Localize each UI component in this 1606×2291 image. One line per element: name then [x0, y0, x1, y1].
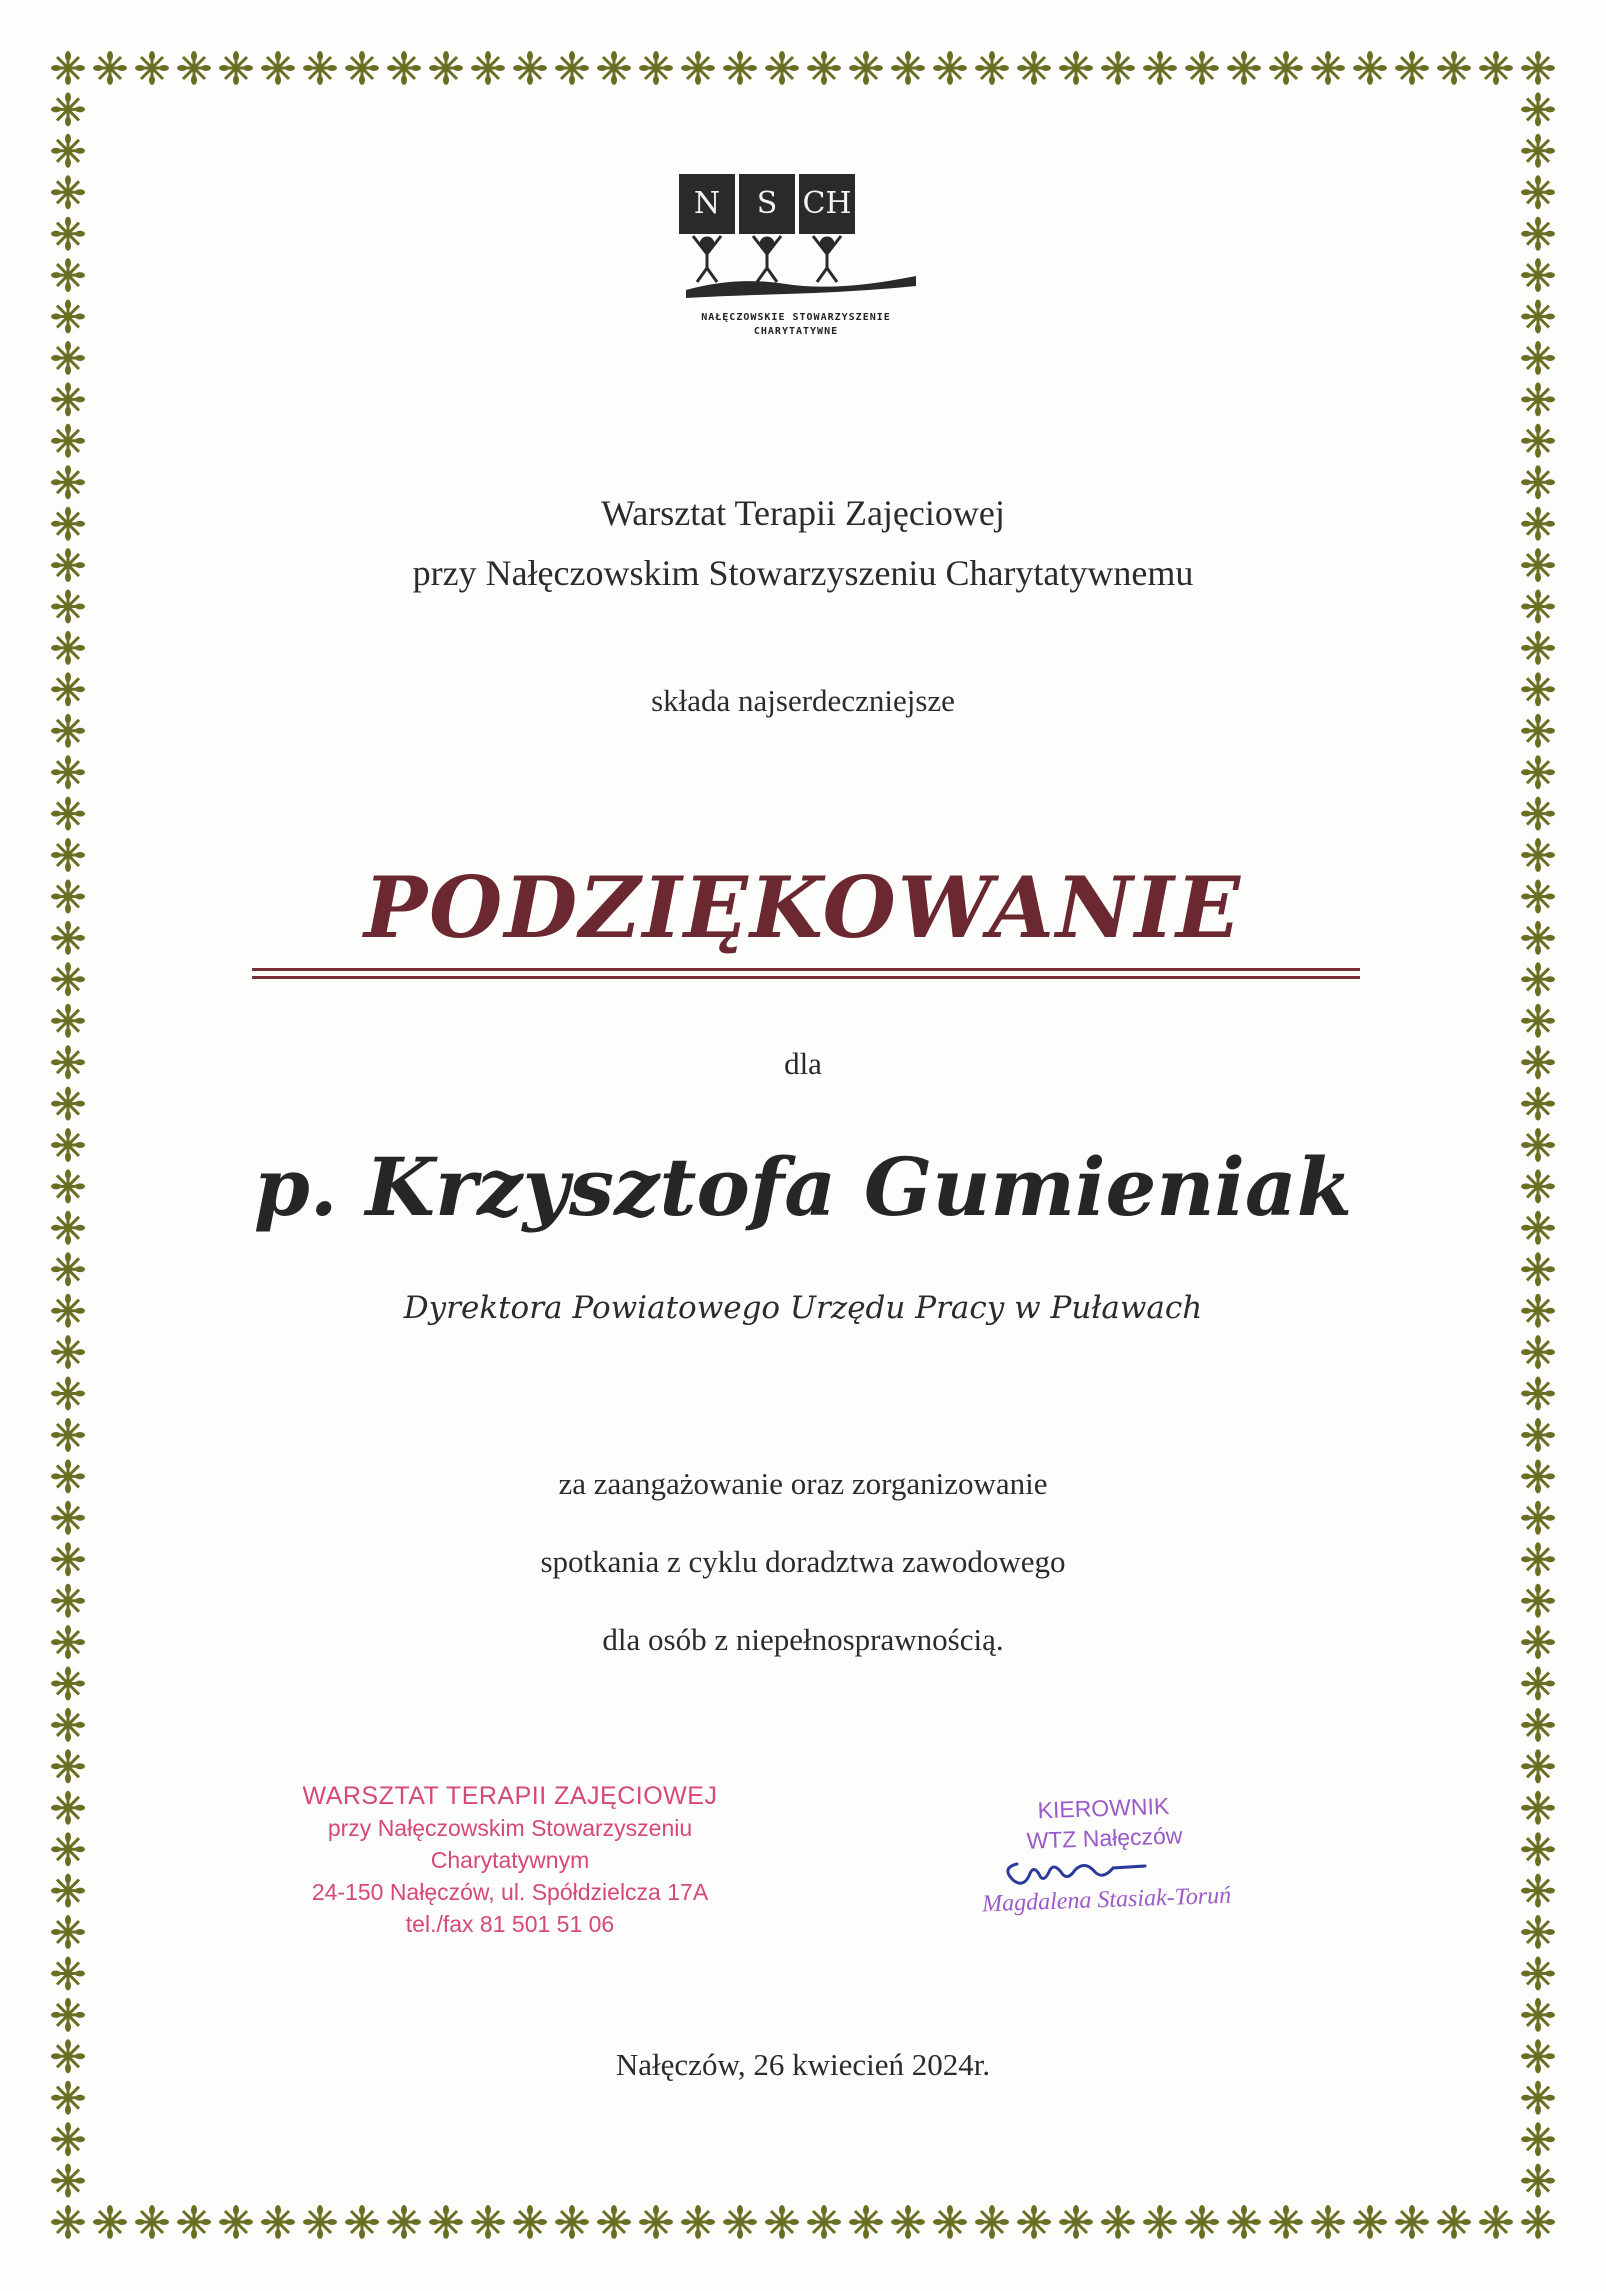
border-flower-icon: [891, 51, 925, 85]
border-flower-icon: [51, 51, 85, 85]
border-flower-icon: [51, 2205, 85, 2239]
stamp-left-line1: WARSZTAT TERAPII ZAJĘCIOWEJ: [302, 1782, 718, 1810]
border-flower-icon: [1521, 755, 1555, 789]
border-flower-icon: [51, 424, 85, 458]
border-flower-icon: [1521, 1667, 1555, 1701]
border-flower-icon: [219, 2205, 253, 2239]
border-flower-icon: [135, 2205, 169, 2239]
border-flower-icon: [387, 2205, 421, 2239]
border-flower-icon: [1479, 51, 1513, 85]
border-flower-icon: [51, 962, 85, 996]
border-flower-icon: [51, 1874, 85, 1908]
border-flower-icon: [51, 2164, 85, 2198]
header-line2: przy Nałęczowskim Stowarzyszeniu Charytatywnemu: [412, 553, 1194, 593]
border-flower-icon: [975, 51, 1009, 85]
place-date: Nałęczów, 26 kwiecień 2024r.: [615, 2047, 991, 2082]
border-flower-icon: [303, 2205, 337, 2239]
border-flower-icon: [51, 1087, 85, 1121]
border-flower-icon: [1017, 2205, 1051, 2239]
border-flower-icon: [1521, 1915, 1555, 1949]
border-flower-icon: [51, 92, 85, 126]
logo-letter-ch: CH: [799, 174, 855, 234]
border-flower-icon: [807, 2205, 841, 2239]
border-flower-icon: [1521, 300, 1555, 334]
border-flower-icon: [1227, 2205, 1261, 2239]
border-flower-icon: [1521, 1874, 1555, 1908]
border-flower-icon: [1521, 92, 1555, 126]
border-flower-icon: [513, 2205, 547, 2239]
border-flower-icon: [51, 1832, 85, 1866]
border-flower-icon: [51, 1584, 85, 1618]
border-flower-icon: [1521, 2164, 1555, 2198]
border-flower-icon: [1521, 424, 1555, 458]
border-flower-icon: [51, 217, 85, 251]
border-flower-icon: [135, 51, 169, 85]
body-line2: spotkania z cyklu doradztwa zawodowego: [540, 1544, 1066, 1579]
border-flower-icon: [555, 51, 589, 85]
border-flower-icon: [51, 1791, 85, 1825]
border-flower-icon: [51, 631, 85, 665]
border-flower-icon: [1185, 51, 1219, 85]
border-flower-icon: [1521, 590, 1555, 624]
border-flower-icon: [51, 590, 85, 624]
border-flower-icon: [1521, 2081, 1555, 2115]
border-flower-icon: [597, 51, 631, 85]
border-flower-icon: [1395, 51, 1429, 85]
border-flower-icon: [555, 2205, 589, 2239]
border-flower-icon: [1521, 1708, 1555, 1742]
border-flower-icon: [51, 1335, 85, 1369]
body-line3: dla osób z niepełnosprawnością.: [602, 1622, 1004, 1657]
border-flower-icon: [51, 1004, 85, 1038]
border-flower-icon: [1101, 51, 1135, 85]
border-flower-icon: [51, 382, 85, 416]
organization-logo: [676, 174, 916, 344]
logo-letter-s: S: [739, 174, 795, 234]
border-flower-icon: [975, 2205, 1009, 2239]
border-flower-icon: [933, 51, 967, 85]
border-flower-icon: [1521, 1791, 1555, 1825]
border-flower-icon: [51, 1957, 85, 1991]
border-flower-icon: [1521, 258, 1555, 292]
border-flower-icon: [51, 300, 85, 334]
border-flower-icon: [51, 1915, 85, 1949]
border-flower-icon: [723, 51, 757, 85]
border-flower-icon: [51, 175, 85, 209]
border-flower-icon: [51, 1998, 85, 2032]
border-flower-icon: [639, 51, 673, 85]
border-flower-icon: [303, 51, 337, 85]
border-flower-icon: [51, 1501, 85, 1535]
border-flower-icon: [1185, 2205, 1219, 2239]
border-flower-icon: [1521, 51, 1555, 85]
border-flower-icon: [1521, 1335, 1555, 1369]
border-flower-icon: [1521, 1749, 1555, 1783]
border-flower-icon: [471, 51, 505, 85]
border-flower-icon: [1437, 2205, 1471, 2239]
border-flower-icon: [51, 341, 85, 375]
border-flower-icon: [849, 2205, 883, 2239]
border-flower-icon: [1521, 1377, 1555, 1411]
border-flower-icon: [1521, 797, 1555, 831]
border-flower-icon: [1353, 51, 1387, 85]
border-flower-icon: [51, 134, 85, 168]
border-flower-icon: [1017, 51, 1051, 85]
border-flower-icon: [387, 51, 421, 85]
border-flower-icon: [1521, 631, 1555, 665]
logo-caption-line1: NAŁĘCZOWSKIE STOWARZYSZENIE: [701, 312, 891, 323]
border-flower-icon: [345, 2205, 379, 2239]
border-flower-icon: [1521, 1957, 1555, 1991]
border-flower-icon: [765, 51, 799, 85]
stamp-right-line1: KIEROWNIK: [1037, 1792, 1170, 1824]
border-flower-icon: [513, 51, 547, 85]
border-flower-icon: [93, 2205, 127, 2239]
recipient-role: Dyrektora Powiatowego Urzędu Pracy w Puławach: [403, 1290, 1203, 1326]
border-flower-icon: [1521, 1998, 1555, 2032]
border-flower-icon: [1437, 51, 1471, 85]
logo-figures-icon: [676, 232, 916, 302]
stamp-left-line2: przy Nałęczowskim Stowarzyszeniu: [327, 1815, 693, 1841]
border-flower-icon: [1521, 382, 1555, 416]
border-flower-icon: [765, 2205, 799, 2239]
border-flower-icon: [681, 51, 715, 85]
body-line1: za zaangażowanie oraz zorganizowanie: [558, 1466, 1048, 1501]
border-flower-icon: [891, 2205, 925, 2239]
stamp-left-line3: Charytatywnym: [430, 1847, 590, 1873]
border-flower-icon: [429, 51, 463, 85]
title-underline-bottom: [252, 976, 1360, 979]
organization-stamp: [300, 1780, 720, 1940]
border-flower-icon: [1353, 2205, 1387, 2239]
border-flower-icon: [345, 51, 379, 85]
for-label: dla: [784, 1046, 822, 1081]
intro-text: składa najserdeczniejsze: [651, 683, 955, 718]
border-flower-icon: [51, 1749, 85, 1783]
border-flower-icon: [1521, 175, 1555, 209]
border-flower-icon: [1269, 2205, 1303, 2239]
border-flower-icon: [1521, 1418, 1555, 1452]
stamp-left-line5: tel./fax 81 501 51 06: [405, 1911, 615, 1937]
border-flower-icon: [1521, 217, 1555, 251]
border-flower-icon: [429, 2205, 463, 2239]
border-flower-icon: [1311, 51, 1345, 85]
border-flower-icon: [93, 51, 127, 85]
title-underline-top: [252, 968, 1360, 971]
border-flower-icon: [51, 2122, 85, 2156]
recipient-name: p. Krzysztofa Gumieniak: [253, 1140, 1353, 1234]
border-flower-icon: [807, 51, 841, 85]
border-flower-icon: [1395, 2205, 1429, 2239]
border-flower-icon: [1101, 2205, 1135, 2239]
logo-letter-n: N: [679, 174, 735, 234]
border-flower-icon: [1521, 341, 1555, 375]
handwritten-signature: [995, 1850, 1155, 1900]
stamp-left-line4: 24-150 Nałęczów, ul. Spółdzielcza 17A: [311, 1879, 709, 1905]
border-flower-icon: [1521, 1832, 1555, 1866]
border-flower-icon: [219, 51, 253, 85]
border-flower-icon: [261, 2205, 295, 2239]
border-flower-icon: [177, 2205, 211, 2239]
border-flower-icon: [1521, 1004, 1555, 1038]
border-flower-icon: [1269, 51, 1303, 85]
border-flower-icon: [1479, 2205, 1513, 2239]
border-flower-icon: [933, 2205, 967, 2239]
header-line1: Warsztat Terapii Zajęciowej: [601, 493, 1005, 533]
border-flower-icon: [51, 1252, 85, 1286]
border-flower-icon: [681, 2205, 715, 2239]
border-flower-icon: [723, 2205, 757, 2239]
border-flower-icon: [1143, 51, 1177, 85]
border-flower-icon: [1521, 1501, 1555, 1535]
border-flower-icon: [849, 51, 883, 85]
border-flower-icon: [1521, 134, 1555, 168]
border-flower-icon: [51, 258, 85, 292]
border-flower-icon: [1521, 2122, 1555, 2156]
border-flower-icon: [177, 51, 211, 85]
border-flower-icon: [1521, 1087, 1555, 1121]
border-flower-icon: [1521, 2205, 1555, 2239]
border-flower-icon: [1143, 2205, 1177, 2239]
border-flower-icon: [1521, 1252, 1555, 1286]
certificate-title: PODZIĘKOWANIE: [364, 858, 1242, 957]
border-flower-icon: [471, 2205, 505, 2239]
border-flower-icon: [639, 2205, 673, 2239]
stamp-right-line2: WTZ Nałęczów: [1026, 1822, 1183, 1854]
border-flower-icon: [1059, 51, 1093, 85]
border-flower-icon: [1521, 1584, 1555, 1618]
border-flower-icon: [261, 51, 295, 85]
stamp-right-name: Magdalena Stasiak-Toruń: [981, 1882, 1232, 1918]
border-flower-icon: [51, 1418, 85, 1452]
border-flower-icon: [51, 1708, 85, 1742]
border-flower-icon: [1227, 51, 1261, 85]
border-flower-icon: [597, 2205, 631, 2239]
border-flower-icon: [51, 797, 85, 831]
border-flower-icon: [51, 1667, 85, 1701]
border-flower-icon: [51, 2081, 85, 2115]
border-flower-icon: [1059, 2205, 1093, 2239]
border-flower-icon: [1521, 962, 1555, 996]
border-flower-icon: [51, 755, 85, 789]
logo-caption-line2: CHARYTATYWNE: [753, 326, 839, 337]
border-flower-icon: [1311, 2205, 1345, 2239]
border-flower-icon: [51, 1377, 85, 1411]
